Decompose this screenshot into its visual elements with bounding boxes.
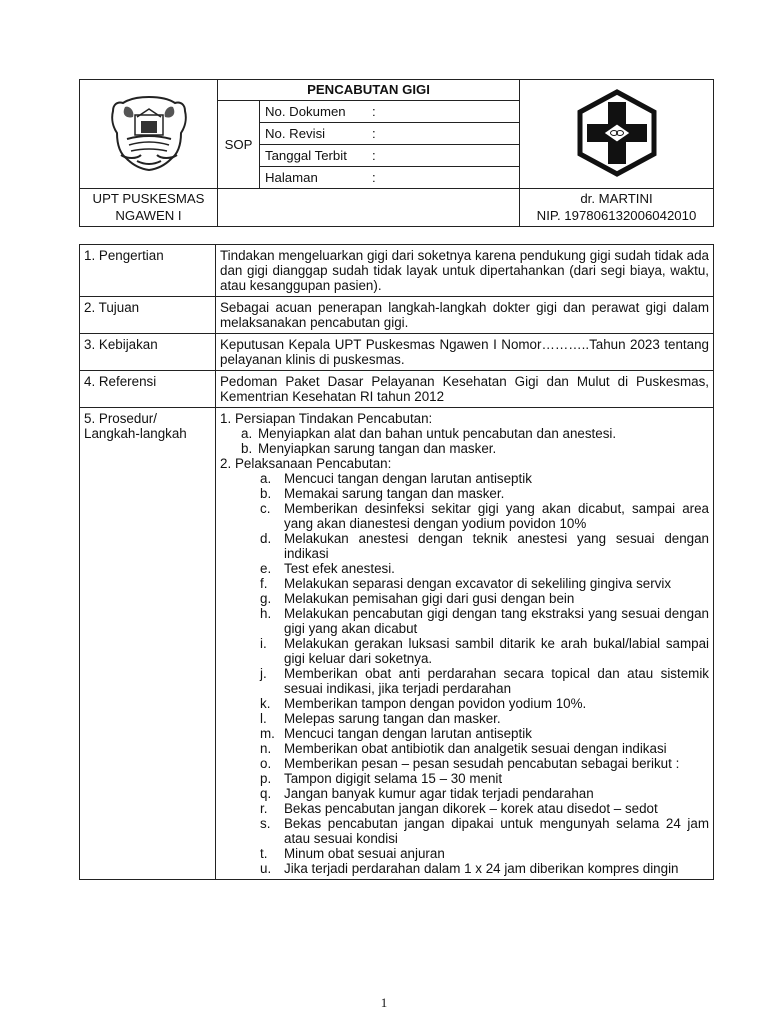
meta-row-dokumen: [260, 101, 520, 123]
list-item: [260, 471, 709, 486]
section-label: 1. Pengertian: [80, 245, 216, 297]
document-title: PENCABUTAN GIGI: [218, 80, 520, 101]
list-letter: r.: [260, 801, 268, 816]
list-text: Jika terjadi perdarahan dalam 1 x 24 jam diberikan kompres dingin: [284, 861, 679, 876]
list-text: Memberikan tampon dengan povidon yodium 10%.: [284, 696, 587, 711]
list-letter: s.: [260, 816, 271, 831]
list-letter: i.: [260, 636, 267, 651]
list-text: Memakai sarung tangan dan masker.: [284, 486, 505, 501]
step-heading: [220, 411, 709, 426]
meta-separator: :: [372, 170, 376, 185]
sop-header-table: [79, 79, 714, 227]
list-text: Melakukan pencabutan gigi dengan tang ekstraksi yang sesuai dengan gigi yang akan dicabut: [284, 606, 709, 636]
right-logo-cell: [520, 80, 714, 189]
list-item: [260, 726, 709, 741]
left-logo-cell: [80, 80, 218, 189]
list-text: Bekas pencabutan jangan dikorek – korek atau disedot – sedot: [284, 801, 658, 816]
list-letter: b.: [260, 486, 272, 501]
list-text: Memberikan obat antibiotik dan analgetik sesuai dengan indikasi: [284, 741, 667, 756]
list-letter: t.: [260, 846, 268, 861]
list-item: [260, 561, 709, 576]
list-letter: k.: [260, 696, 271, 711]
list-item: [260, 666, 709, 696]
list-letter: a.: [260, 471, 272, 486]
meta-label: Tanggal Terbit: [265, 148, 347, 163]
section-label: [80, 408, 216, 880]
step-number: 2.: [220, 456, 232, 471]
section-label-line: 5. Prosedur/: [84, 411, 157, 426]
list-letter: e.: [260, 561, 272, 576]
list-text: Melepas sarung tangan dan masker.: [284, 711, 501, 726]
section-kebijakan: [80, 334, 714, 371]
step-title: Pelaksanaan Pencabutan:: [235, 456, 392, 471]
meta-row-halaman: [260, 167, 520, 189]
meta-separator: :: [372, 126, 376, 141]
organization-name: [80, 189, 218, 227]
meta-row-tanggal: [260, 145, 520, 167]
org-line-2: NGAWEN I: [115, 208, 182, 223]
section-referensi: [80, 371, 714, 408]
signer-nip: NIP. 197806132006042010: [536, 208, 697, 223]
list-text: Test efek anestesi.: [284, 561, 395, 576]
list-letter: u.: [260, 861, 272, 876]
list-item: [260, 771, 709, 786]
list-item: [260, 591, 709, 606]
list-letter: n.: [260, 741, 272, 756]
list-item: [260, 606, 709, 636]
section-tujuan: [80, 297, 714, 334]
list-item: [260, 816, 709, 846]
list-letter: o.: [260, 756, 272, 771]
meta-label: Halaman: [265, 170, 318, 185]
signer-name: dr. MARTINI: [580, 191, 653, 206]
list-letter: m.: [260, 726, 275, 741]
section-label-line: Langkah-langkah: [84, 426, 187, 441]
sop-content-table: [79, 244, 714, 880]
step-heading: [220, 456, 709, 471]
regency-emblem-icon: [107, 93, 191, 173]
section-text: Tindakan mengeluarkan gigi dari soketnya karena pendukung gigi sudah tidak ada dan gigi dianggap sudah tidak layak untuk dipertahankan (dari segi biaya, waktu, atau kesanggupan pasien).: [216, 245, 714, 297]
list-text: Mencuci tangan dengan larutan antiseptik: [284, 726, 532, 741]
list-text: Mencuci tangan dengan larutan antiseptik: [284, 471, 532, 486]
list-text: Jangan banyak kumur agar tidak terjadi pendarahan: [284, 786, 594, 801]
step-number: 1.: [220, 411, 232, 426]
list-item: [260, 756, 709, 771]
persiapan-list: [220, 426, 709, 456]
list-text: Tampon digigit selama 15 – 30 menit: [284, 771, 503, 786]
list-text: Menyiapkan sarung tangan dan masker.: [258, 441, 497, 456]
list-text: Melakukan gerakan luksasi sambil ditarik ke arah bukal/labial sampai gigi keluar dari soketnya.: [284, 636, 709, 666]
list-item: [260, 741, 709, 756]
section-text: Sebagai acuan penerapan langkah-langkah dokter gigi dan perawat gigi dalam melaksanakan pencabutan gigi.: [216, 297, 714, 334]
list-item: [241, 426, 709, 441]
list-letter: q.: [260, 786, 272, 801]
section-text: Pedoman Paket Dasar Pelayanan Kesehatan Gigi dan Mulut di Puskesmas, Kementrian Kesehatan RI tahun 2012: [216, 371, 714, 408]
section-label: 3. Kebijakan: [80, 334, 216, 371]
section-label: 4. Referensi: [80, 371, 216, 408]
list-letter: g.: [260, 591, 272, 606]
list-item: [260, 636, 709, 666]
list-text: Melakukan separasi dengan excavator di sekeliling gingiva servix: [284, 576, 672, 591]
meta-separator: :: [372, 104, 376, 119]
page-number: 1: [380, 995, 388, 1010]
list-text: Bekas pencabutan jangan dipakai untuk mengunyah selama 24 jam atau sesuai kondisi: [284, 816, 709, 846]
section-text: Keputusan Kepala UPT Puskesmas Ngawen I Nomor………..Tahun 2023 tentang pelayanan klinis di puskesmas.: [216, 334, 714, 371]
blank-cell: [218, 189, 520, 227]
sop-label: SOP: [218, 101, 260, 189]
list-letter: h.: [260, 606, 272, 621]
list-letter: j.: [260, 666, 267, 681]
list-item: [260, 576, 709, 591]
list-item: [260, 501, 709, 531]
list-letter: p.: [260, 771, 272, 786]
meta-label: No. Revisi: [265, 126, 326, 141]
meta-separator: :: [372, 148, 376, 163]
list-item: [260, 711, 709, 726]
signer-block: [520, 189, 714, 227]
meta-row-revisi: [260, 123, 520, 145]
puskesmas-cross-icon: [572, 88, 662, 178]
list-text: Minum obat sesuai anjuran: [284, 846, 445, 861]
list-item: [260, 786, 709, 801]
list-item: [260, 696, 709, 711]
org-line-1: UPT PUSKESMAS: [92, 191, 205, 206]
pelaksanaan-list: [220, 471, 709, 876]
list-text: Menyiapkan alat dan bahan untuk pencabutan dan anestesi.: [258, 426, 617, 441]
list-item: [260, 801, 709, 816]
procedure-steps: [216, 408, 714, 880]
list-text: Memberikan desinfeksi sekitar gigi yang akan dicabut, sampai area yang akan dianestesi dengan yodium povidon 10%: [284, 501, 709, 531]
list-text: Melakukan anestesi dengan teknik anestesi yang sesuai dengan indikasi: [284, 531, 709, 561]
list-text: Melakukan pemisahan gigi dari gusi dengan bein: [284, 591, 575, 606]
step-title: Persiapan Tindakan Pencabutan:: [235, 411, 433, 426]
list-item: [260, 531, 709, 561]
list-item: [260, 486, 709, 501]
list-letter: f.: [260, 576, 268, 591]
list-letter: l.: [260, 711, 267, 726]
list-letter: b.: [241, 441, 253, 456]
list-letter: c.: [260, 501, 271, 516]
list-letter: d.: [260, 531, 272, 546]
list-text: Memberikan obat anti perdarahan secara topical dan atau sistemik sesuai indikasi, jika terjadi perdarahan: [284, 666, 709, 696]
meta-label: No. Dokumen: [265, 104, 346, 119]
list-item: [241, 441, 709, 456]
list-text: Memberikan pesan – pesan sesudah pencabutan sebagai berikut :: [284, 756, 680, 771]
section-prosedur: [80, 408, 714, 880]
list-item: [260, 861, 709, 876]
list-item: [260, 846, 709, 861]
list-letter: a.: [241, 426, 253, 441]
section-label: 2. Tujuan: [80, 297, 216, 334]
section-pengertian: [80, 245, 714, 297]
